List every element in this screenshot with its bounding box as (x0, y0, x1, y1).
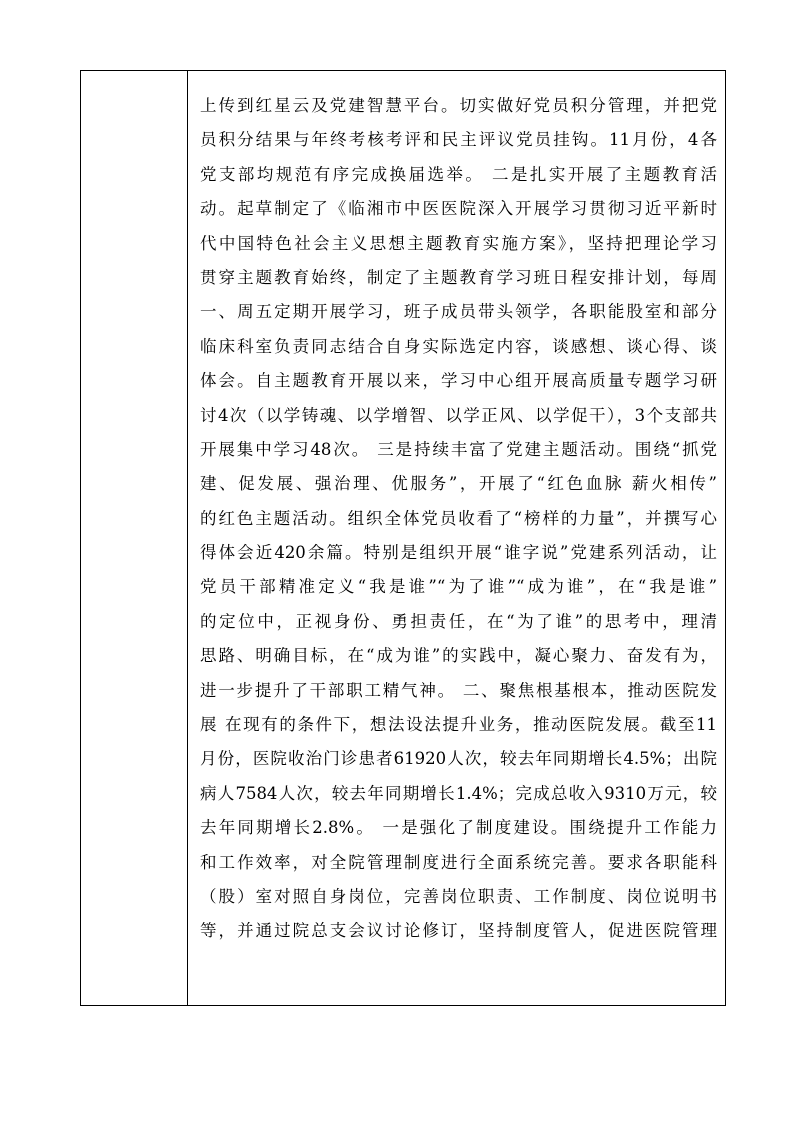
text-line: 和工作效率，对全院管理制度进行全面系统完善。要求各职能科 (200, 852, 717, 872)
text-line: 病人7584人次，较去年同期增长1.4%；完成总收入9310万元，较 (200, 783, 717, 803)
text-line: 代中国特色社会主义思想主题教育实施方案》，坚持把理论学习 (200, 233, 717, 253)
table-left-column (81, 71, 188, 1005)
text-line: 的定位中，正视身份、勇担责任，在“为了谁”的思考中，理清 (200, 611, 717, 631)
text-line: 贯穿主题教育始终，制定了主题教育学习班日程安排计划，每周 (200, 267, 717, 287)
text-line: 展 在现有的条件下，想法设法提升业务，推动医院发展。截至11 (200, 715, 717, 735)
text-line: 上传到红星云及党建智慧平台。切实做好党员积分管理，并把党 (200, 96, 717, 115)
text-line: 一、周五定期开展学习，班子成员带头领学，各职能股室和部分 (200, 302, 717, 322)
text-line: 临床科室负责同志结合自身实际选定内容，谈感想、谈心得、谈 (200, 336, 717, 356)
text-line: 党员干部精准定义“我是谁”“为了谁”“成为谁”，在“我是谁” (200, 577, 717, 597)
text-line: 动。起草制定了《临湘市中医医院深入开展学习贯彻习近平新时 (200, 199, 717, 219)
text-line: 得体会近420余篇。特别是组织开展“谁字说”党建系列活动，让 (200, 543, 717, 563)
text-line: 进一步提升了干部职工精气神。 二、聚焦根基根本，推动医院发 (200, 680, 717, 700)
text-line: 等，并通过院总支会议讨论修订，坚持制度管人，促进医院管理 (200, 921, 717, 941)
text-line: （股）室对照自身岗位，完善岗位职责、工作制度、岗位说明书 (200, 886, 717, 906)
text-line: 员积分结果与年终考核考评和民主评议党员挂钩。11月份，4各 (200, 130, 717, 150)
table-right-column (188, 71, 725, 1005)
text-line: 月份，医院收治门诊患者61920人次，较去年同期增长4.5%；出院 (200, 749, 717, 769)
text-line: 建、促发展、强治理、优服务”，开展了“红色血脉 薪火相传” (200, 474, 717, 494)
text-line: 开展集中学习48次。 三是持续丰富了党建主题活动。围绕“抓党 (200, 439, 717, 459)
text-line: 体会。自主题教育开展以来，学习中心组开展高质量专题学习研 (200, 371, 717, 391)
text-line: 党支部均规范有序完成换届选举。 二是扎实开展了主题教育活 (200, 164, 717, 184)
text-line: 去年同期增长2.8%。 一是强化了制度建设。围绕提升工作能力 (200, 818, 717, 838)
text-line: 讨4次（以学铸魂、以学增智、以学正风、以学促干），3个支部共 (200, 405, 717, 425)
content-table (80, 70, 726, 1006)
text-line: 思路、明确目标，在“成为谁”的实践中，凝心聚力、奋发有为， (200, 646, 717, 666)
text-line: 的红色主题活动。组织全体党员收看了“榜样的力量”，并撰写心 (200, 508, 717, 528)
